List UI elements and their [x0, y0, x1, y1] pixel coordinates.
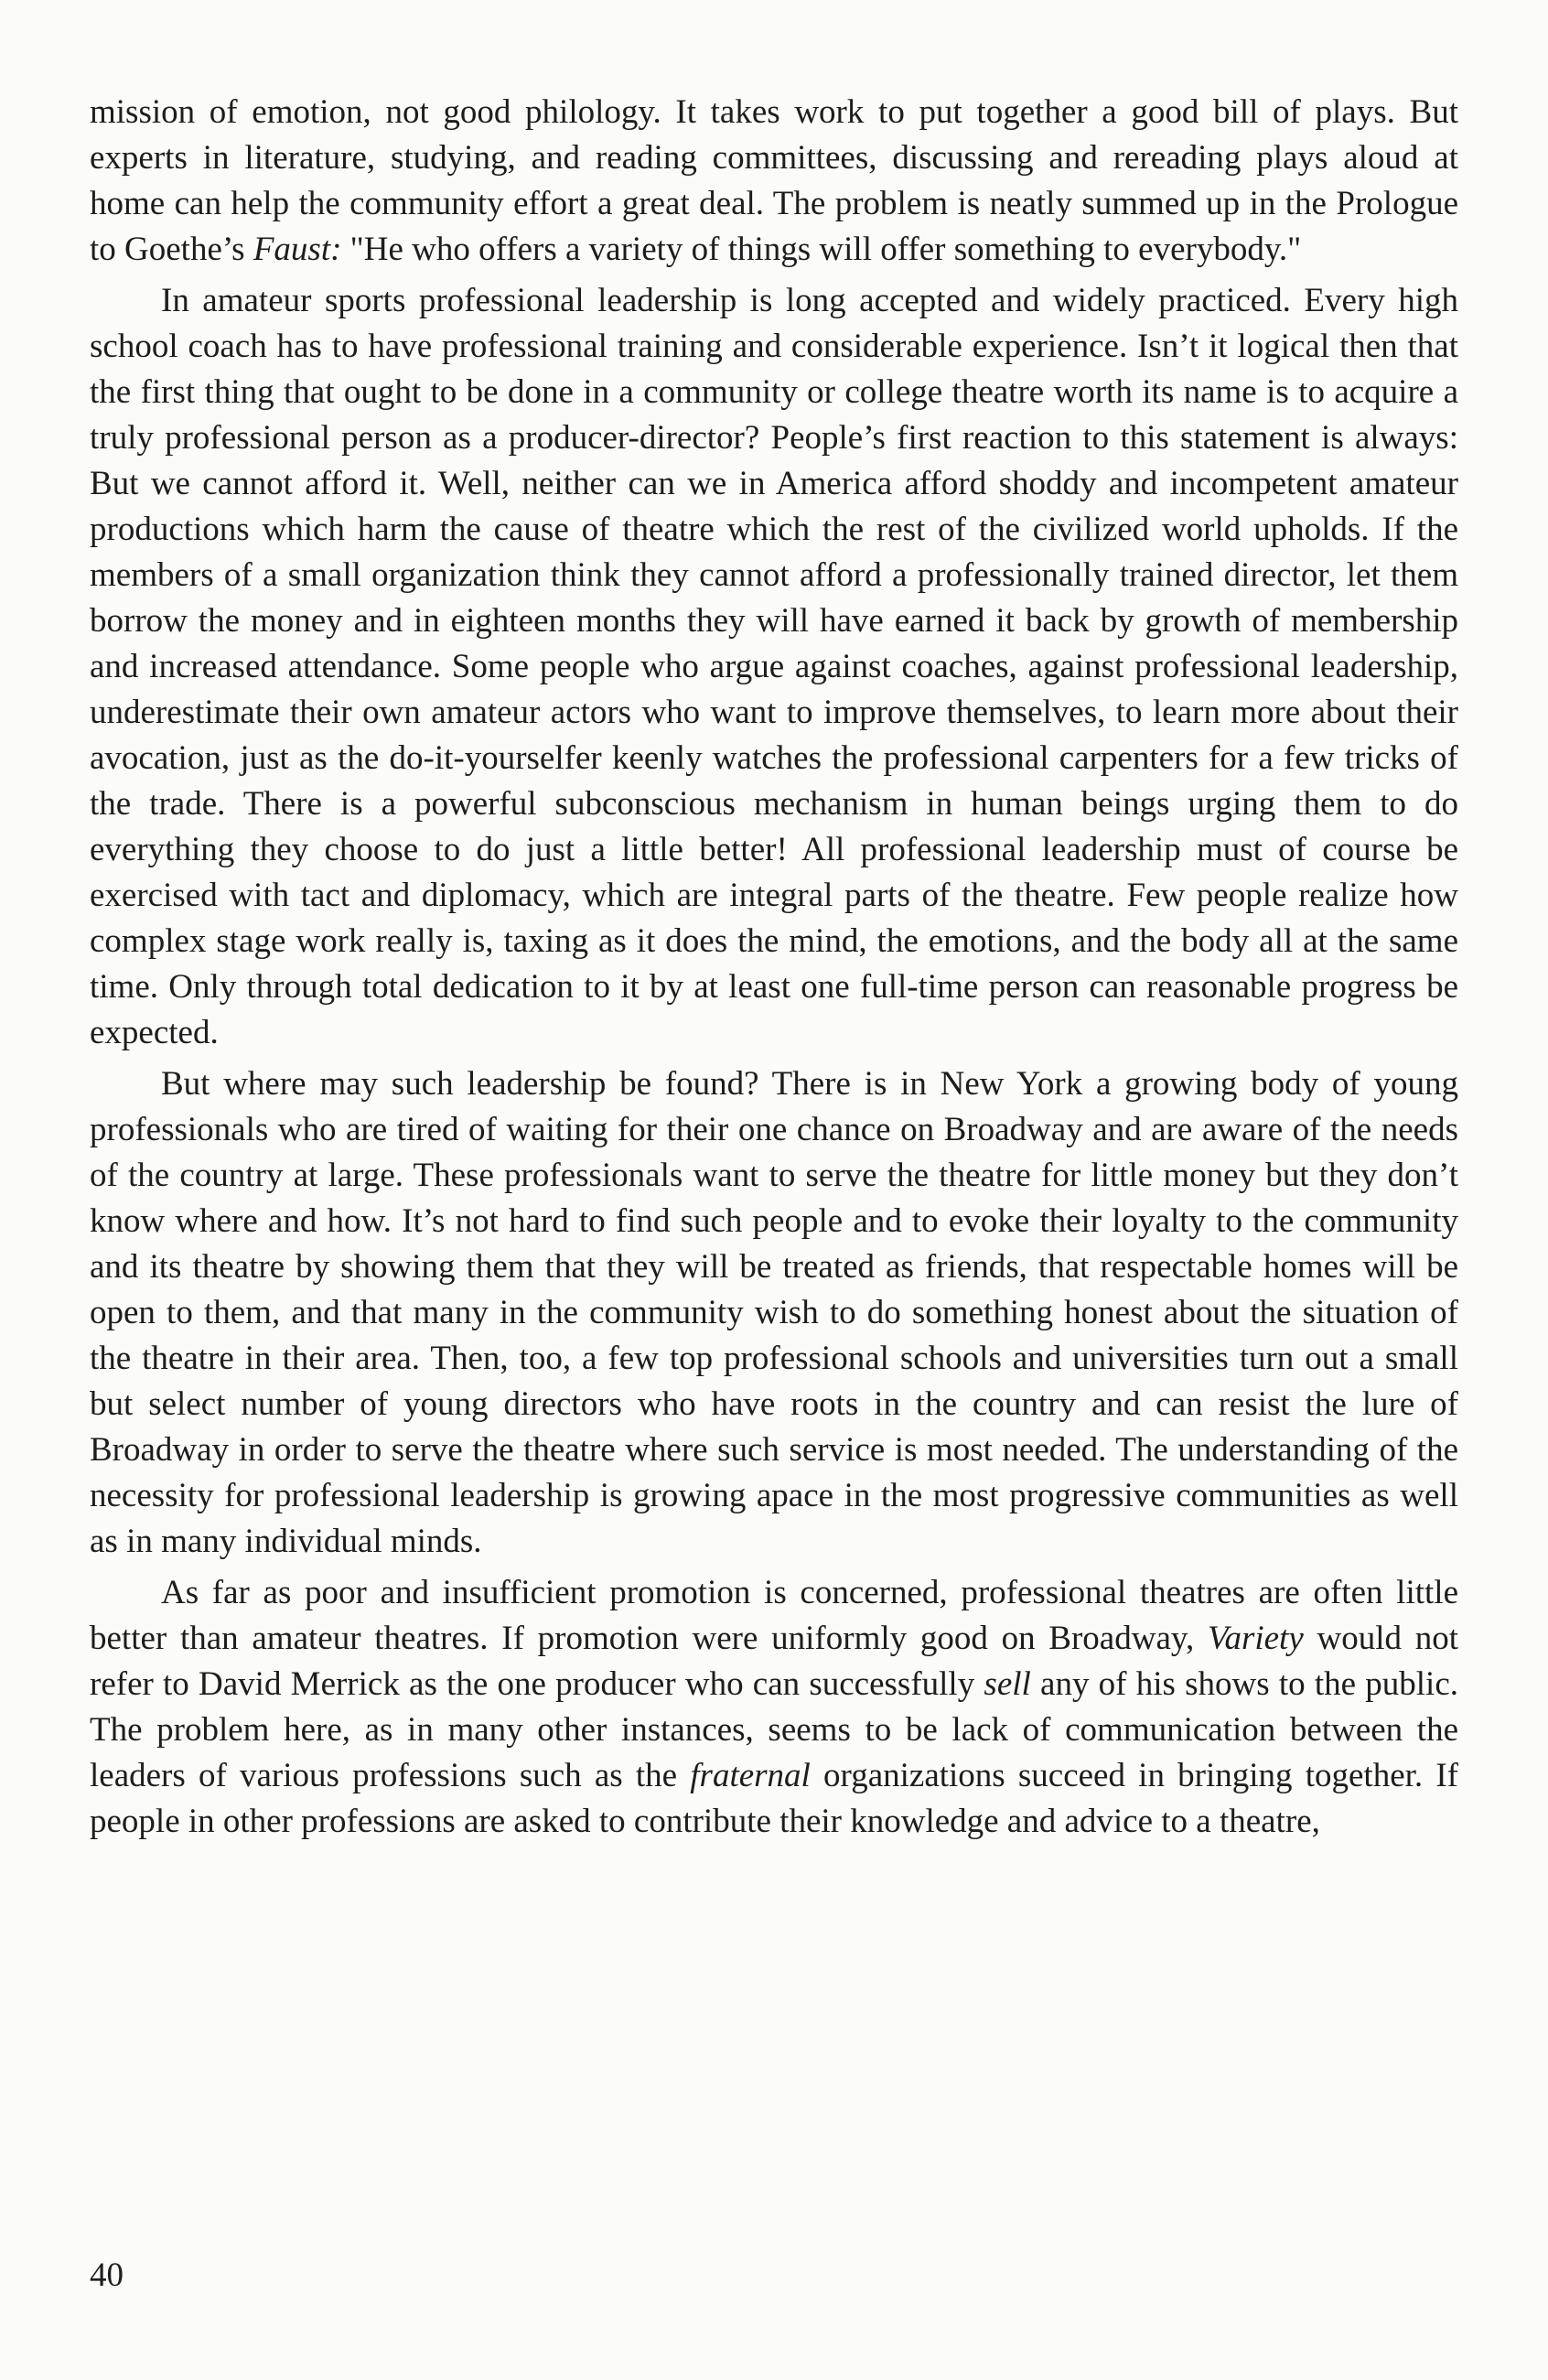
paragraph-2	[90, 278, 1458, 1056]
paragraph-4-text-4: organizations succeed in bringing together. If people in other professions are asked to contribute their knowledge and advice to a theatre,	[90, 1757, 1459, 1840]
italic-word-sell: sell	[984, 1665, 1031, 1703]
paragraph-4-text-2: would not refer to David Merrick as the one producer who can successfully	[90, 1620, 1458, 1703]
paragraph-1	[90, 90, 1458, 273]
italic-word-fraternal: fraternal	[690, 1757, 811, 1794]
paragraph-1-text-2: "He who offers a variety of things will offer something to everybody."	[341, 231, 1302, 268]
italic-title-variety: Variety	[1207, 1620, 1304, 1657]
paragraph-1-text-1: mission of emotion, not good philology. It takes work to put together a good bill of plays. But experts in literature, studying, and reading committees, discussing and rereading plays aloud at home can help the community effort a great deal. The problem is neatly summed up in the Prologue to Goethe’s	[90, 93, 1458, 268]
paragraph-3	[90, 1061, 1458, 1565]
body-text	[90, 90, 1458, 1845]
paragraph-2-text: In amateur sports professional leadership is long accepted and widely practiced. Every high school coach has to have professional training and considerable experience. Isn’t it logical then that the first thing that ought to be done in a community or college theatre worth its name is to acquire a truly professional person as a producer-director? People’s first reaction to this statement is always: But we cannot afford it. Well, neither can we in America afford shoddy and incompetent amateur productions which harm the cause of theatre which the rest of the civilized world upholds. If the members of a small organization think they cannot afford a professionally trained director, let them borrow the money and in eighteen months they will have earned it back by growth of membership and increased attendance. Some people who argue against coaches, against professional leadership, underestimate their own amateur actors who want to improve themselves, to learn more about their avocation, just as the do-it-yourselfer keenly watches the professional carpenters for a few tricks of the trade. There is a powerful subconscious mechanism in human beings urging them to do everything they choose to do just a little better! All professional leadership must of course be exercised with tact and diplomacy, which are integral parts of the theatre. Few people realize how complex stage work really is, taxing as it does the mind, the emotions, and the body all at the same time. Only through total dedication to it by at least one full-time person can reasonable progress be expected.	[90, 282, 1458, 1051]
paragraph-3-text: But where may such leadership be found? There is in New York a growing body of young professionals who are tired of waiting for their one chance on Broadway and are aware of the needs of the country at large. These professionals want to serve the theatre for little money but they don’t know where and how. It’s not hard to find such people and to evoke their loyalty to the community and its theatre by showing them that they will be treated as friends, that respectable homes will be open to them, and that many in the community wish to do something honest about the situation of the theatre in their area. Then, too, a few top professional schools and universities turn out a small but select number of young directors who have roots in the country and can resist the lure of Broadway in order to serve the theatre where such service is most needed. The understanding of the necessity for professional leadership is growing apace in the most progressive communities as well as in many individual minds.	[90, 1065, 1458, 1560]
paragraph-4	[90, 1570, 1458, 1845]
paragraph-4-text-1: As far as poor and insufficient promotion is concerned, professional theatres are often little better than amateur theatres. If promotion were uniformly good on Broadway,	[90, 1574, 1458, 1657]
italic-title-faust: Faust:	[253, 231, 342, 268]
paragraph-4-text-3: any of his shows to the public. The problem here, as in many other instances, seems to be lack of communication between the leaders of various professions such as the	[90, 1665, 1458, 1794]
page-number: 40	[90, 2256, 124, 2294]
